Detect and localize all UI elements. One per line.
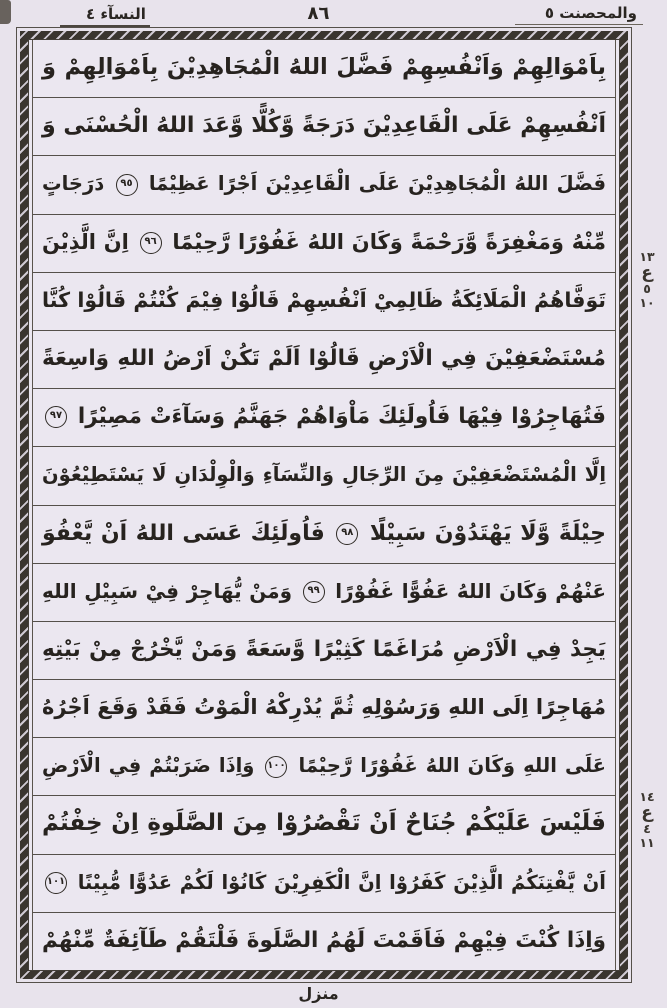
ayah-text: فَاُولَئِكَ عَسَى اللهُ اَنْ يَّعْفُوَ <box>42 520 325 546</box>
ruku-number: ١٣ <box>639 249 655 264</box>
ayah-text: حِيْلَةً وَّلَا يَهْتَدُوْنَ سَبِيْلًا <box>369 520 606 546</box>
quran-line <box>32 389 616 447</box>
verse-number-circle: ٩٨ <box>336 523 358 545</box>
ayah-text: اَنْ يَّفْتِنَكُمُ الَّذِيْنَ كَفَرُوْا اِنَّ الْكَفِرِيْنَ كَانُوْا لَكُمْ عَدُوًّا مُّبِيْنًا <box>77 870 606 894</box>
quran-line <box>32 913 616 970</box>
page-number: ٨٦ <box>307 3 330 24</box>
text-area <box>28 39 620 971</box>
quran-line <box>32 98 616 156</box>
ayah-text: وَمَنْ يُّهَاجِرْ فِيْ سَبِيْلِ اللهِ <box>42 578 293 603</box>
ayah-text: يَجِدْ فِي الْاَرْضِ مُرَاغَمًا كَثِيْرًا وَّسَعَةً وَمَنْ يَّخْرُجْ مِنْ بَيْتِهِ <box>42 636 606 662</box>
quran-line <box>32 40 616 98</box>
ain-glyph: ع <box>641 263 653 283</box>
verse-number-circle: ٩٩ <box>303 581 325 603</box>
ayah-text: فَلَيْسَ عَلَيْكُمْ جُنَاحٌ اَنْ تَقْصُرُوْا مِنَ الصَّلَوةِ اِنْ خِفْتُمْ <box>42 810 606 837</box>
quran-line <box>32 564 616 622</box>
catchword: منزل <box>298 984 339 1003</box>
quran-line <box>32 680 616 738</box>
ayah-text: عَنْهُمْ وَكَانَ اللهُ عَفُوًّا غَفُوْرًا <box>335 578 607 603</box>
ayah-text: مِّنْهُ وَمَغْفِرَةً وَّرَحْمَةً وَكَانَ اللهُ غَفُوْرًا رَّحِيْمًا <box>172 229 607 254</box>
ruku-marker <box>634 790 660 850</box>
ayah-text: وَاِذَا كُنْتَ فِيْهِمْ فَاَقَمْتَ لَهُمُ الصَّلَوةَ فَلْتَقُمْ طَآئِفَةٌ مِّنْهُمْ <box>42 927 606 953</box>
ayah-text: عَلَى اللهِ وَكَانَ اللهُ غَفُوْرًا رَّحِيْمًا <box>298 754 606 778</box>
surah-label: النسآء ٤ <box>60 5 150 27</box>
quran-line <box>32 738 616 796</box>
ain-glyph: ع <box>641 803 653 823</box>
ruku-number: ٥ <box>643 281 651 296</box>
verse-number-circle: ٩٦ <box>140 232 162 254</box>
quran-line <box>32 273 616 331</box>
quran-line <box>32 855 616 913</box>
ayah-text: اَنْفُسِهِمْ عَلَى الْقَاعِدِيْنَ دَرَجَةً وَّكُلًّا وَّعَدَ اللهُ الْحُسْنَى وَ <box>42 113 606 139</box>
ruku-number: ١٠ <box>639 295 655 310</box>
quran-line <box>32 796 616 854</box>
quran-line <box>32 622 616 680</box>
ruku-number: ٤ <box>643 821 651 836</box>
ayah-text: اِنَّ الَّذِيْنَ <box>42 229 129 254</box>
quran-line <box>32 215 616 273</box>
verse-number-circle: ١٠١ <box>45 872 67 894</box>
ayah-text: تَوَفَّاهُمُ الْمَلَائِكَةُ ظَالِمِيْ اَنْفُسِهِمْ قَالُوْا فِيْمَ كُنْتُمْ قَالُوْا كُنَّا <box>42 287 606 312</box>
ayah-text: وَاِذَا ضَرَبْتُمْ فِي الْاَرْضِ <box>42 754 255 778</box>
ayah-text: دَرَجَاتٍ <box>42 172 105 196</box>
quran-line <box>32 331 616 389</box>
verse-number-circle: ٩٧ <box>45 406 67 428</box>
ruku-number: ١١ <box>639 835 655 850</box>
ayah-text: فَتُهَاجِرُوْا فِيْهَا فَاُولَئِكَ مَاْوَاهُمْ جَهَنَّمُ وَسَآءَتْ مَصِيْرًا <box>77 404 606 430</box>
ayah-text: فَضَّلَ اللهُ الْمُجَاهِدِيْنَ عَلَى الْقَاعِدِيْنَ اَجْرًا عَظِيْمًا <box>148 172 606 196</box>
juz-label: والمحصنت ٥ <box>515 4 643 25</box>
ayah-text: بِاَمْوَالِهِمْ وَاَنْفُسِهِمْ فَضَّلَ اللهُ الْمُجَاهِدِيْنَ بِاَمْوَالِهِمْ وَ <box>42 54 606 80</box>
quran-line <box>32 156 616 214</box>
rope-pattern-band <box>20 31 628 979</box>
verse-number-circle: ١٠٠ <box>265 756 287 778</box>
verse-number-circle: ٩٥ <box>116 174 138 196</box>
ayah-text: مُهَاجِرًا اِلَى اللهِ وَرَسُوْلِهِ ثُمَّ يُدْرِكْهُ الْمَوْتُ فَقَدْ وَقَعَ اَجْرُهُ <box>42 695 606 720</box>
ayah-text: اِلَّا الْمُسْتَضْعَفِيْنَ مِنَ الرِّجَالِ وَالنِّسَآءِ وَالْوِلْدَانِ لَا يَسْتَطِيْعُوْنَ <box>42 463 606 487</box>
ruku-number: ١٤ <box>639 789 655 804</box>
ornamental-border <box>16 27 632 983</box>
ayah-text: مُسْتَضْعَفِيْنَ فِي الْاَرْضِ قَالُوْا اَلَمْ تَكُنْ اَرْضُ اللهِ وَاسِعَةً <box>42 345 606 371</box>
quran-line <box>32 447 616 505</box>
quran-line <box>32 506 616 564</box>
ruku-marker <box>634 250 660 310</box>
